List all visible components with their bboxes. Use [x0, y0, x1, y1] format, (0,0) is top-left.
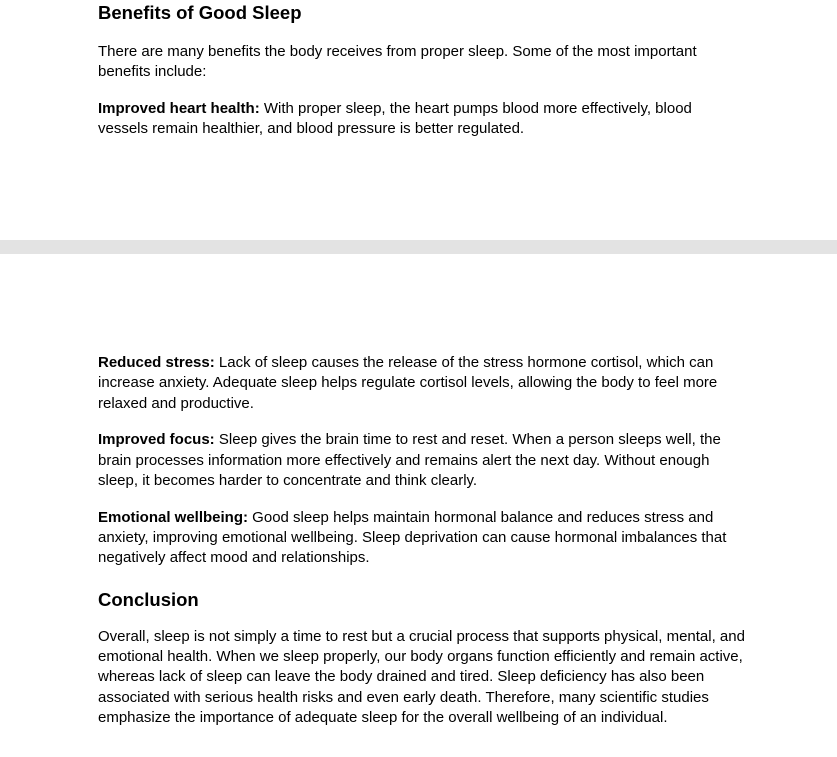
- benefit-paragraph-improved-focus: [98, 430, 746, 491]
- benefit-label: Reduced stress:: [98, 354, 215, 371]
- benefit-paragraph-emotional-wellbeing: [98, 508, 746, 569]
- benefits-heading: Benefits of Good Sleep: [98, 2, 302, 23]
- intro-paragraph: There are many benefits the body receives from proper sleep. Some of the most important benefits include:: [98, 43, 697, 81]
- page-1-content: [98, 1, 746, 140]
- document-page-1: [0, 0, 837, 240]
- benefit-paragraph-heart-health: [98, 99, 746, 140]
- benefit-label: Improved focus:: [98, 431, 215, 449]
- benefit-text: With proper sleep, the heart pumps blood more effectively, blood vessels remain healthier, and blood pressure is better regulated.: [98, 100, 692, 138]
- document-page-2: [0, 254, 837, 757]
- benefit-label: Emotional wellbeing:: [98, 508, 249, 526]
- benefit-text: Sleep gives the brain time to rest and reset. When a person sleeps well, the brain processes information more effectively and remains alert the next day. Without enough sleep, it becomes harder to concentrate and think clearly.: [98, 431, 721, 489]
- conclusion-heading: Conclusion: [98, 588, 199, 610]
- benefit-text: Lack of sleep causes the release of the stress hormone cortisol, which can increase anxiety. Adequate sleep helps regulate cortisol levels, allowing the body to feel more relaxed and productive.: [98, 354, 718, 412]
- page-2-content: [98, 353, 746, 728]
- page-separator: [0, 240, 837, 254]
- benefit-paragraph-reduced-stress: [98, 353, 746, 414]
- benefit-text: Good sleep helps maintain hormonal balance and reduces stress and anxiety, improving emotional wellbeing. Sleep deprivation can cause hormonal imbalances that negatively affect mood and relationships.: [98, 508, 727, 567]
- benefit-label: Improved heart health:: [98, 100, 260, 118]
- conclusion-paragraph: Overall, sleep is not simply a time to rest but a crucial process that supports physical, mental, and emotional health. When we sleep properly, our body organs function efficiently and remain active, whereas lack of sleep can leave the body drained and tired. Sleep deficiency has also been associated with serious health risks and even early death. Therefore, many scientific studies emphasize the importance of adequate sleep for the overall wellbeing of an individual.: [98, 627, 745, 726]
